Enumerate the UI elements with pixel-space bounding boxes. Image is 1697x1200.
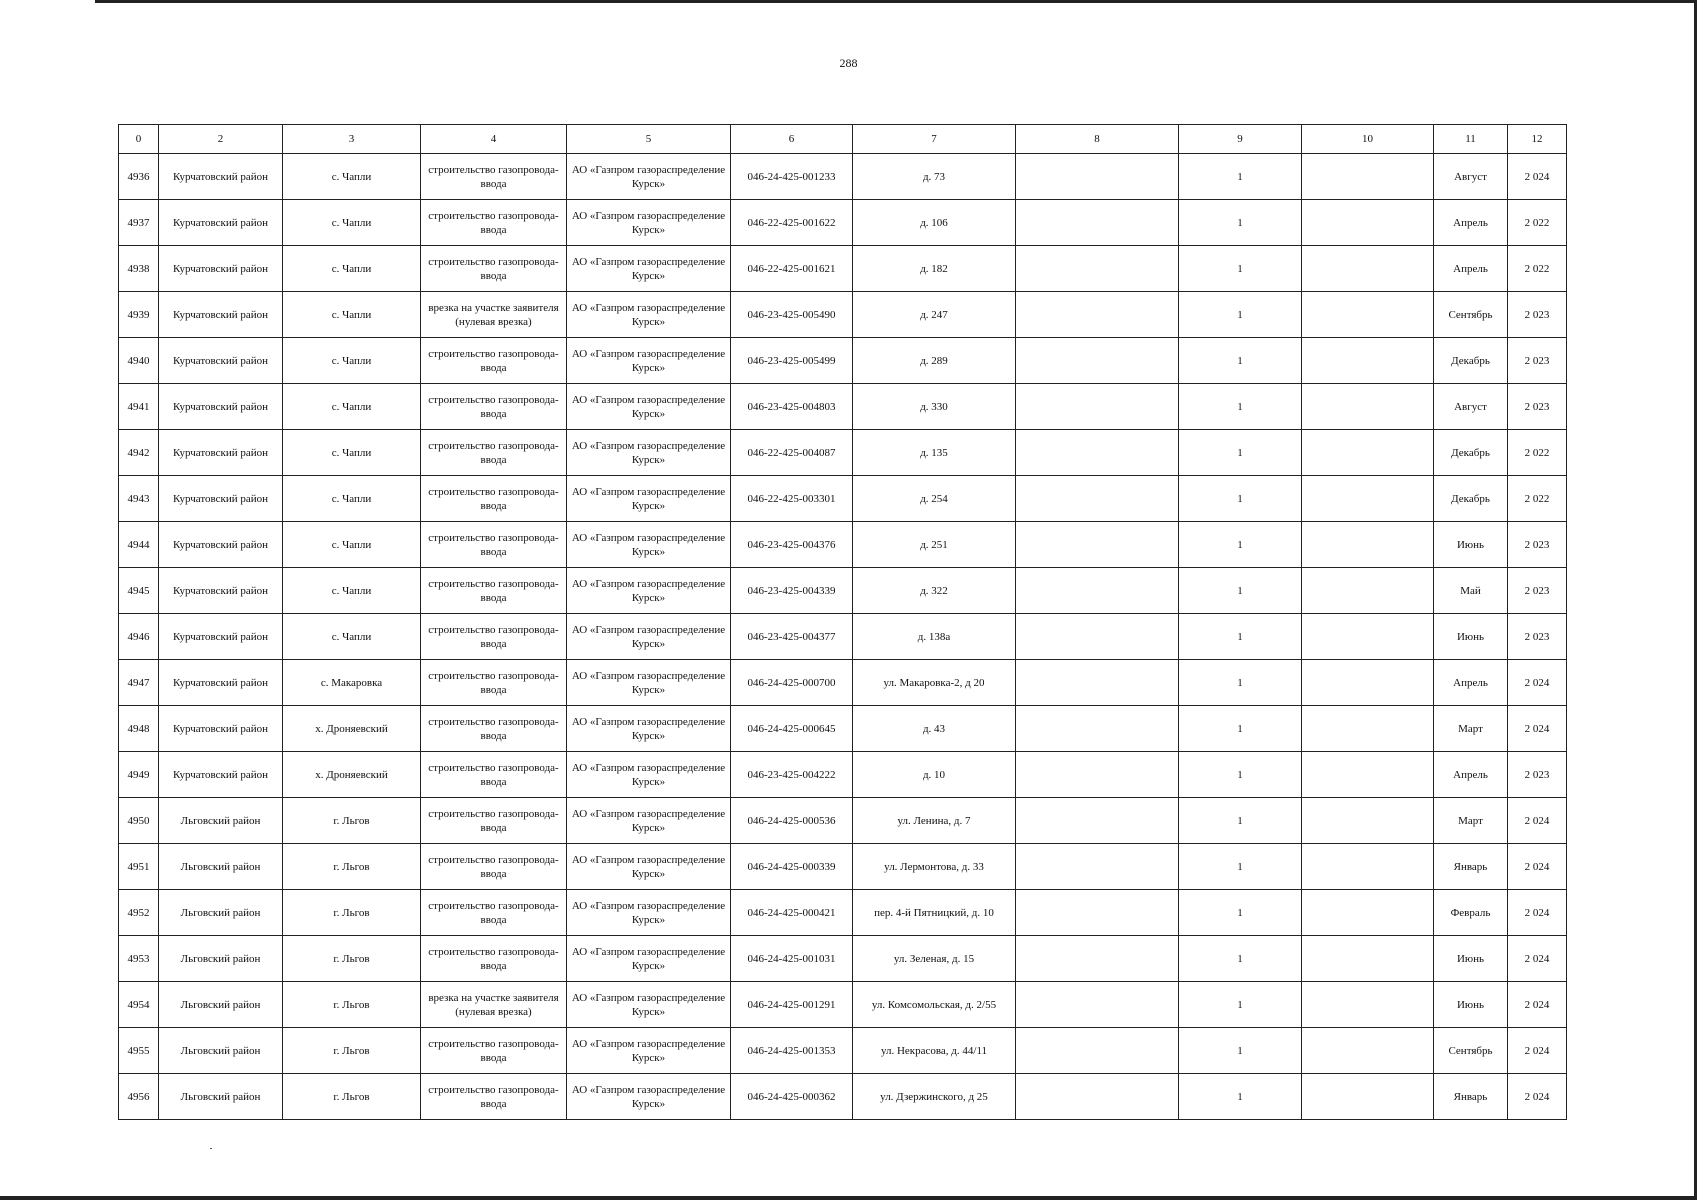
work-type-cell: врезка на участке заявителя (нулевая врезка)	[421, 292, 567, 338]
code-cell: 046-22-425-003301	[731, 476, 853, 522]
address-cell: д. 138а	[853, 614, 1016, 660]
column-header: 10	[1302, 125, 1434, 154]
row-number-cell: 4955	[119, 1028, 159, 1074]
table-row	[119, 798, 1567, 844]
organization-cell: АО «Газпром газораспределение Курск»	[567, 430, 731, 476]
column-9-cell: 1	[1179, 982, 1302, 1028]
locality-cell: с. Чапли	[283, 476, 421, 522]
column-9-cell: 1	[1179, 660, 1302, 706]
month-cell: Сентябрь	[1434, 1028, 1508, 1074]
column-8-cell	[1016, 706, 1179, 752]
address-cell: д. 254	[853, 476, 1016, 522]
district-cell: Курчатовский район	[159, 154, 283, 200]
locality-cell: г. Льгов	[283, 936, 421, 982]
table-row	[119, 982, 1567, 1028]
column-header: 8	[1016, 125, 1179, 154]
scan-mark	[210, 1148, 212, 1149]
row-number-cell: 4936	[119, 154, 159, 200]
month-cell: Декабрь	[1434, 430, 1508, 476]
column-8-cell	[1016, 522, 1179, 568]
row-number-cell: 4948	[119, 706, 159, 752]
column-10-cell	[1302, 246, 1434, 292]
column-8-cell	[1016, 568, 1179, 614]
address-cell: д. 135	[853, 430, 1016, 476]
table-row	[119, 430, 1567, 476]
district-cell: Курчатовский район	[159, 246, 283, 292]
work-type-cell: строительство газопровода-ввода	[421, 660, 567, 706]
column-8-cell	[1016, 614, 1179, 660]
code-cell: 046-22-425-001621	[731, 246, 853, 292]
column-10-cell	[1302, 982, 1434, 1028]
organization-cell: АО «Газпром газораспределение Курск»	[567, 292, 731, 338]
column-10-cell	[1302, 844, 1434, 890]
column-9-cell: 1	[1179, 706, 1302, 752]
district-cell: Курчатовский район	[159, 752, 283, 798]
work-type-cell: строительство газопровода-ввода	[421, 614, 567, 660]
column-9-cell: 1	[1179, 798, 1302, 844]
code-cell: 046-24-425-000339	[731, 844, 853, 890]
column-9-cell: 1	[1179, 200, 1302, 246]
address-cell: ул. Лермонтова, д. 33	[853, 844, 1016, 890]
code-cell: 046-23-425-004339	[731, 568, 853, 614]
district-cell: Курчатовский район	[159, 200, 283, 246]
month-cell: Февраль	[1434, 890, 1508, 936]
table-row	[119, 568, 1567, 614]
table-row	[119, 614, 1567, 660]
column-8-cell	[1016, 1074, 1179, 1120]
column-header: 9	[1179, 125, 1302, 154]
district-cell: Курчатовский район	[159, 430, 283, 476]
month-cell: Июнь	[1434, 936, 1508, 982]
row-number-cell: 4947	[119, 660, 159, 706]
column-header: 0	[119, 125, 159, 154]
column-8-cell	[1016, 476, 1179, 522]
code-cell: 046-23-425-005490	[731, 292, 853, 338]
column-10-cell	[1302, 338, 1434, 384]
column-9-cell: 1	[1179, 1074, 1302, 1120]
organization-cell: АО «Газпром газораспределение Курск»	[567, 246, 731, 292]
table-row	[119, 936, 1567, 982]
row-number-cell: 4942	[119, 430, 159, 476]
register-table	[118, 124, 1567, 1120]
address-cell: д. 10	[853, 752, 1016, 798]
organization-cell: АО «Газпром газораспределение Курск»	[567, 660, 731, 706]
code-cell: 046-23-425-004803	[731, 384, 853, 430]
year-cell: 2 022	[1508, 430, 1567, 476]
table-row	[119, 338, 1567, 384]
work-type-cell: строительство газопровода-ввода	[421, 844, 567, 890]
column-8-cell	[1016, 200, 1179, 246]
code-cell: 046-24-425-000645	[731, 706, 853, 752]
organization-cell: АО «Газпром газораспределение Курск»	[567, 1074, 731, 1120]
column-9-cell: 1	[1179, 246, 1302, 292]
column-8-cell	[1016, 246, 1179, 292]
code-cell: 046-24-425-000700	[731, 660, 853, 706]
row-number-cell: 4940	[119, 338, 159, 384]
column-10-cell	[1302, 154, 1434, 200]
column-10-cell	[1302, 798, 1434, 844]
column-header: 5	[567, 125, 731, 154]
table-row	[119, 154, 1567, 200]
column-8-cell	[1016, 890, 1179, 936]
work-type-cell: строительство газопровода-ввода	[421, 752, 567, 798]
district-cell: Льговский район	[159, 890, 283, 936]
code-cell: 046-24-425-001353	[731, 1028, 853, 1074]
month-cell: Январь	[1434, 1074, 1508, 1120]
column-9-cell: 1	[1179, 522, 1302, 568]
work-type-cell: строительство газопровода-ввода	[421, 522, 567, 568]
column-10-cell	[1302, 936, 1434, 982]
organization-cell: АО «Газпром газораспределение Курск»	[567, 1028, 731, 1074]
district-cell: Курчатовский район	[159, 660, 283, 706]
column-10-cell	[1302, 522, 1434, 568]
work-type-cell: строительство газопровода-ввода	[421, 430, 567, 476]
work-type-cell: строительство газопровода-ввода	[421, 798, 567, 844]
locality-cell: г. Льгов	[283, 890, 421, 936]
column-8-cell	[1016, 844, 1179, 890]
address-cell: д. 182	[853, 246, 1016, 292]
district-cell: Льговский район	[159, 1028, 283, 1074]
organization-cell: АО «Газпром газораспределение Курск»	[567, 890, 731, 936]
table-row	[119, 890, 1567, 936]
address-cell: д. 106	[853, 200, 1016, 246]
work-type-cell: строительство газопровода-ввода	[421, 1074, 567, 1120]
district-cell: Курчатовский район	[159, 522, 283, 568]
locality-cell: г. Льгов	[283, 982, 421, 1028]
month-cell: Май	[1434, 568, 1508, 614]
column-8-cell	[1016, 752, 1179, 798]
table-row	[119, 1028, 1567, 1074]
column-10-cell	[1302, 568, 1434, 614]
year-cell: 2 023	[1508, 752, 1567, 798]
column-9-cell: 1	[1179, 430, 1302, 476]
table-row	[119, 476, 1567, 522]
address-cell: ул. Комсомольская, д. 2/55	[853, 982, 1016, 1028]
month-cell: Сентябрь	[1434, 292, 1508, 338]
month-cell: Декабрь	[1434, 476, 1508, 522]
column-8-cell	[1016, 338, 1179, 384]
table-header	[119, 125, 1567, 154]
address-cell: д. 330	[853, 384, 1016, 430]
organization-cell: АО «Газпром газораспределение Курск»	[567, 476, 731, 522]
locality-cell: с. Чапли	[283, 200, 421, 246]
address-cell: ул. Некрасова, д. 44/11	[853, 1028, 1016, 1074]
year-cell: 2 023	[1508, 338, 1567, 384]
month-cell: Июнь	[1434, 614, 1508, 660]
table-row	[119, 706, 1567, 752]
month-cell: Июнь	[1434, 982, 1508, 1028]
scan-edge-top	[95, 0, 1697, 3]
work-type-cell: строительство газопровода-ввода	[421, 246, 567, 292]
code-cell: 046-22-425-001622	[731, 200, 853, 246]
address-cell: д. 73	[853, 154, 1016, 200]
work-type-cell: строительство газопровода-ввода	[421, 936, 567, 982]
address-cell: д. 251	[853, 522, 1016, 568]
table-row	[119, 292, 1567, 338]
header-row	[119, 125, 1567, 154]
district-cell: Курчатовский район	[159, 384, 283, 430]
year-cell: 2 024	[1508, 706, 1567, 752]
code-cell: 046-23-425-004377	[731, 614, 853, 660]
column-9-cell: 1	[1179, 936, 1302, 982]
code-cell: 046-24-425-000421	[731, 890, 853, 936]
row-number-cell: 4945	[119, 568, 159, 614]
year-cell: 2 024	[1508, 798, 1567, 844]
work-type-cell: строительство газопровода-ввода	[421, 568, 567, 614]
year-cell: 2 023	[1508, 522, 1567, 568]
column-10-cell	[1302, 660, 1434, 706]
code-cell: 046-23-425-004222	[731, 752, 853, 798]
year-cell: 2 023	[1508, 614, 1567, 660]
work-type-cell: строительство газопровода-ввода	[421, 338, 567, 384]
code-cell: 046-23-425-004376	[731, 522, 853, 568]
address-cell: ул. Макаровка-2, д 20	[853, 660, 1016, 706]
organization-cell: АО «Газпром газораспределение Курск»	[567, 522, 731, 568]
locality-cell: с. Чапли	[283, 154, 421, 200]
table-row	[119, 200, 1567, 246]
page-number: 288	[839, 56, 858, 70]
row-number-cell: 4939	[119, 292, 159, 338]
column-header: 4	[421, 125, 567, 154]
column-8-cell	[1016, 384, 1179, 430]
column-8-cell	[1016, 798, 1179, 844]
column-10-cell	[1302, 614, 1434, 660]
column-10-cell	[1302, 200, 1434, 246]
table-row	[119, 384, 1567, 430]
column-9-cell: 1	[1179, 614, 1302, 660]
address-cell: д. 247	[853, 292, 1016, 338]
month-cell: Апрель	[1434, 752, 1508, 798]
work-type-cell: врезка на участке заявителя (нулевая врезка)	[421, 982, 567, 1028]
organization-cell: АО «Газпром газораспределение Курск»	[567, 982, 731, 1028]
column-10-cell	[1302, 430, 1434, 476]
column-10-cell	[1302, 752, 1434, 798]
column-8-cell	[1016, 430, 1179, 476]
locality-cell: с. Чапли	[283, 338, 421, 384]
year-cell: 2 023	[1508, 568, 1567, 614]
column-9-cell: 1	[1179, 844, 1302, 890]
code-cell: 046-23-425-005499	[731, 338, 853, 384]
locality-cell: с. Чапли	[283, 614, 421, 660]
locality-cell: г. Льгов	[283, 1074, 421, 1120]
column-10-cell	[1302, 706, 1434, 752]
row-number-cell: 4943	[119, 476, 159, 522]
table-row	[119, 246, 1567, 292]
district-cell: Льговский район	[159, 1074, 283, 1120]
column-9-cell: 1	[1179, 476, 1302, 522]
column-10-cell	[1302, 384, 1434, 430]
locality-cell: х. Дроняевский	[283, 706, 421, 752]
month-cell: Апрель	[1434, 660, 1508, 706]
address-cell: ул. Ленина, д. 7	[853, 798, 1016, 844]
row-number-cell: 4944	[119, 522, 159, 568]
year-cell: 2 022	[1508, 200, 1567, 246]
year-cell: 2 022	[1508, 476, 1567, 522]
column-9-cell: 1	[1179, 384, 1302, 430]
locality-cell: г. Льгов	[283, 844, 421, 890]
work-type-cell: строительство газопровода-ввода	[421, 1028, 567, 1074]
work-type-cell: строительство газопровода-ввода	[421, 476, 567, 522]
year-cell: 2 024	[1508, 1074, 1567, 1120]
code-cell: 046-24-425-001031	[731, 936, 853, 982]
locality-cell: с. Чапли	[283, 522, 421, 568]
address-cell: д. 43	[853, 706, 1016, 752]
table-row	[119, 844, 1567, 890]
organization-cell: АО «Газпром газораспределение Курск»	[567, 844, 731, 890]
year-cell: 2 024	[1508, 890, 1567, 936]
district-cell: Курчатовский район	[159, 706, 283, 752]
row-number-cell: 4952	[119, 890, 159, 936]
address-cell: д. 322	[853, 568, 1016, 614]
locality-cell: с. Чапли	[283, 384, 421, 430]
year-cell: 2 022	[1508, 246, 1567, 292]
address-cell: ул. Зеленая, д. 15	[853, 936, 1016, 982]
column-header: 12	[1508, 125, 1567, 154]
work-type-cell: строительство газопровода-ввода	[421, 200, 567, 246]
column-9-cell: 1	[1179, 1028, 1302, 1074]
row-number-cell: 4946	[119, 614, 159, 660]
column-9-cell: 1	[1179, 154, 1302, 200]
locality-cell: с. Чапли	[283, 292, 421, 338]
column-8-cell	[1016, 292, 1179, 338]
column-8-cell	[1016, 936, 1179, 982]
code-cell: 046-22-425-004087	[731, 430, 853, 476]
organization-cell: АО «Газпром газораспределение Курск»	[567, 936, 731, 982]
month-cell: Декабрь	[1434, 338, 1508, 384]
year-cell: 2 024	[1508, 982, 1567, 1028]
code-cell: 046-24-425-001291	[731, 982, 853, 1028]
work-type-cell: строительство газопровода-ввода	[421, 890, 567, 936]
district-cell: Льговский район	[159, 798, 283, 844]
year-cell: 2 024	[1508, 936, 1567, 982]
organization-cell: АО «Газпром газораспределение Курск»	[567, 200, 731, 246]
organization-cell: АО «Газпром газораспределение Курск»	[567, 338, 731, 384]
row-number-cell: 4953	[119, 936, 159, 982]
district-cell: Льговский район	[159, 982, 283, 1028]
locality-cell: с. Чапли	[283, 568, 421, 614]
address-cell: пер. 4-й Пятницкий, д. 10	[853, 890, 1016, 936]
year-cell: 2 024	[1508, 1028, 1567, 1074]
work-type-cell: строительство газопровода-ввода	[421, 384, 567, 430]
month-cell: Апрель	[1434, 200, 1508, 246]
row-number-cell: 4951	[119, 844, 159, 890]
locality-cell: с. Макаровка	[283, 660, 421, 706]
organization-cell: АО «Газпром газораспределение Курск»	[567, 752, 731, 798]
month-cell: Август	[1434, 384, 1508, 430]
table-row	[119, 1074, 1567, 1120]
scan-edge-bottom	[0, 1196, 1697, 1200]
row-number-cell: 4938	[119, 246, 159, 292]
month-cell: Март	[1434, 706, 1508, 752]
address-cell: д. 289	[853, 338, 1016, 384]
locality-cell: г. Льгов	[283, 798, 421, 844]
district-cell: Льговский район	[159, 844, 283, 890]
column-header: 11	[1434, 125, 1508, 154]
row-number-cell: 4949	[119, 752, 159, 798]
year-cell: 2 024	[1508, 660, 1567, 706]
code-cell: 046-24-425-000362	[731, 1074, 853, 1120]
work-type-cell: строительство газопровода-ввода	[421, 706, 567, 752]
district-cell: Льговский район	[159, 936, 283, 982]
column-header: 2	[159, 125, 283, 154]
column-10-cell	[1302, 292, 1434, 338]
table-row	[119, 660, 1567, 706]
column-8-cell	[1016, 154, 1179, 200]
column-9-cell: 1	[1179, 292, 1302, 338]
month-cell: Август	[1434, 154, 1508, 200]
column-9-cell: 1	[1179, 890, 1302, 936]
organization-cell: АО «Газпром газораспределение Курск»	[567, 614, 731, 660]
row-number-cell: 4941	[119, 384, 159, 430]
locality-cell: с. Чапли	[283, 430, 421, 476]
month-cell: Март	[1434, 798, 1508, 844]
month-cell: Январь	[1434, 844, 1508, 890]
column-header: 6	[731, 125, 853, 154]
column-10-cell	[1302, 476, 1434, 522]
column-8-cell	[1016, 660, 1179, 706]
row-number-cell: 4956	[119, 1074, 159, 1120]
district-cell: Курчатовский район	[159, 476, 283, 522]
year-cell: 2 024	[1508, 154, 1567, 200]
organization-cell: АО «Газпром газораспределение Курск»	[567, 798, 731, 844]
code-cell: 046-24-425-000536	[731, 798, 853, 844]
column-9-cell: 1	[1179, 338, 1302, 384]
column-10-cell	[1302, 1028, 1434, 1074]
locality-cell: г. Льгов	[283, 1028, 421, 1074]
column-10-cell	[1302, 890, 1434, 936]
address-cell: ул. Дзержинского, д 25	[853, 1074, 1016, 1120]
district-cell: Курчатовский район	[159, 338, 283, 384]
locality-cell: х. Дроняевский	[283, 752, 421, 798]
month-cell: Апрель	[1434, 246, 1508, 292]
organization-cell: АО «Газпром газораспределение Курск»	[567, 384, 731, 430]
year-cell: 2 024	[1508, 844, 1567, 890]
row-number-cell: 4950	[119, 798, 159, 844]
year-cell: 2 023	[1508, 292, 1567, 338]
column-9-cell: 1	[1179, 752, 1302, 798]
organization-cell: АО «Газпром газораспределение Курск»	[567, 706, 731, 752]
organization-cell: АО «Газпром газораспределение Курск»	[567, 154, 731, 200]
work-type-cell: строительство газопровода-ввода	[421, 154, 567, 200]
row-number-cell: 4937	[119, 200, 159, 246]
organization-cell: АО «Газпром газораспределение Курск»	[567, 568, 731, 614]
locality-cell: с. Чапли	[283, 246, 421, 292]
column-10-cell	[1302, 1074, 1434, 1120]
district-cell: Курчатовский район	[159, 568, 283, 614]
column-9-cell: 1	[1179, 568, 1302, 614]
column-header: 7	[853, 125, 1016, 154]
table-row	[119, 752, 1567, 798]
district-cell: Курчатовский район	[159, 292, 283, 338]
table-body	[119, 154, 1567, 1120]
district-cell: Курчатовский район	[159, 614, 283, 660]
table-row	[119, 522, 1567, 568]
row-number-cell: 4954	[119, 982, 159, 1028]
month-cell: Июнь	[1434, 522, 1508, 568]
column-8-cell	[1016, 982, 1179, 1028]
column-8-cell	[1016, 1028, 1179, 1074]
year-cell: 2 023	[1508, 384, 1567, 430]
code-cell: 046-24-425-001233	[731, 154, 853, 200]
column-header: 3	[283, 125, 421, 154]
